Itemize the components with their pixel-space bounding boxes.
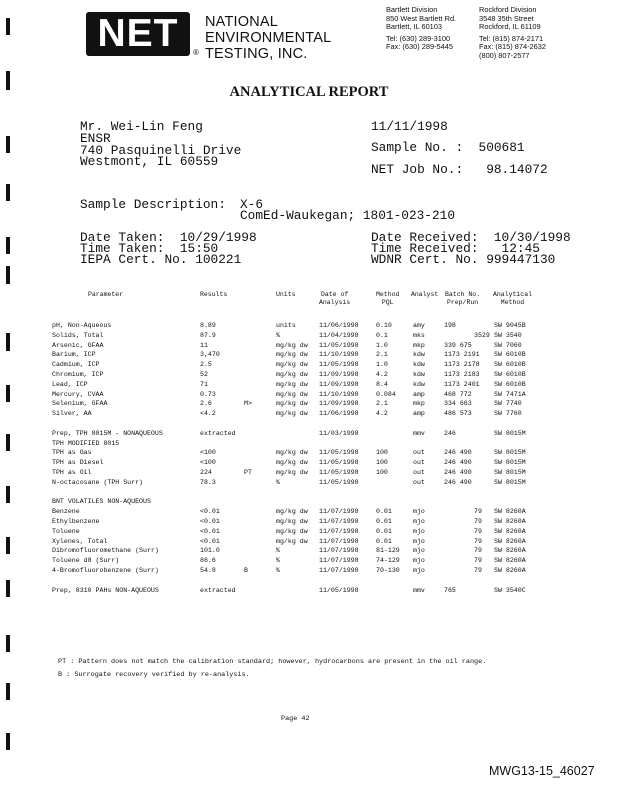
header-text: Results (200, 291, 228, 298)
cell-pql: 0.01 (376, 537, 392, 545)
cell-analytical-method: SW 9045B (494, 322, 526, 329)
cell-result: <0.01 (200, 518, 220, 525)
cell-parameter: Chromium, ICP (52, 371, 104, 378)
binder-mark (6, 580, 10, 597)
cell-analyst: kdw (413, 361, 425, 369)
cell-qualifier: PT (244, 469, 252, 476)
cell-batch-prep: 1173 2401 (444, 380, 480, 388)
cell-analytical-method: SW 8015M (494, 429, 526, 437)
cell-analysis-date: 11/07/1998 (319, 537, 359, 545)
lab-name-line-3: TESTING, INC. (205, 46, 308, 62)
cell-pql: 74-129 (376, 557, 400, 565)
cell-units: mg/kg dw (276, 518, 308, 525)
cell-units: mg/kg dw (276, 410, 308, 418)
address-line: Fax: (630) 289-5445 (386, 42, 453, 52)
col-header-units (276, 291, 296, 299)
cell-analytical-method: SW 6010B (494, 351, 526, 359)
cell-batch-prep: 765 (444, 586, 456, 594)
cell-parameter: Toluene (52, 527, 80, 535)
cell-analysis-date: 11/07/1998 (319, 508, 359, 516)
cell-units: mg/kg dw (276, 469, 308, 476)
cell-batch-run: 79 (474, 527, 482, 535)
cell-analyst: mjo (413, 547, 425, 555)
cell-pql: 0.01 (376, 518, 392, 525)
cell-parameter: Lead, ICP (52, 380, 88, 388)
cell-analyst: amp (413, 390, 425, 398)
cell-analytical-method: SW 6010B (494, 371, 526, 378)
cell-parameter: N-octacosane (TPH Surr) (52, 478, 144, 486)
cell-analytical-method: SW 8260A (494, 518, 526, 525)
cell-analysis-date: 11/07/1998 (319, 527, 359, 535)
cell-analysis-date: 11/09/1998 (319, 380, 359, 388)
cell-batch-prep: 246 (444, 429, 456, 437)
cell-result: <100 (200, 449, 216, 457)
cell-batch-prep: 198 (444, 322, 456, 329)
binder-mark (6, 635, 10, 652)
cell-units: mg/kg dw (276, 341, 308, 349)
binder-mark (6, 184, 10, 201)
binder-mark (6, 537, 10, 554)
cell-analyst: mmv (413, 586, 425, 594)
cell-units: mg/kg dw (276, 527, 308, 535)
cell-units: mg/kg dw (276, 449, 308, 457)
lab-name-line-2: ENVIRONMENTAL (205, 30, 332, 46)
cell-result: 101.0 (200, 547, 220, 555)
cell-analyst: mjo (413, 518, 425, 525)
cell-parameter: Silver, AA (52, 410, 92, 418)
cell-analysis-date: 11/05/1998 (319, 361, 359, 369)
cell-analytical-method: SW 8260A (494, 527, 526, 535)
binder-mark (6, 136, 10, 153)
footnote-pt: PT : Pattern does not match the calibration standard; however, hydrocarbons are present in the oil range. (58, 658, 487, 666)
cell-parameter: TPH as Oil (52, 469, 92, 476)
cell-analytical-method: SW 6010B (494, 361, 526, 369)
registered-mark: ® (193, 48, 199, 57)
cell-analyst: mkp (413, 400, 425, 408)
cell-pql: 4.2 (376, 410, 388, 418)
col-header-batch (445, 291, 480, 307)
cell-parameter: Cadmium, ICP (52, 361, 100, 369)
cell-analyst: mjo (413, 557, 425, 565)
sample-id: X-6 (240, 197, 264, 212)
cell-parameter: Ethylbenzene (52, 518, 100, 525)
cell-analytical-method: SW 8015M (494, 478, 526, 486)
cell-parameter: TPH as Gas (52, 449, 92, 457)
cell-units: % (276, 567, 280, 574)
cell-pql: 100 (376, 449, 388, 457)
cell-batch-run: 79 (474, 547, 482, 555)
header-text: Units (276, 291, 296, 298)
cell-analysis-date: 11/05/1998 (319, 478, 359, 486)
footnote-b: B : Surrogate recovery verified by re-analysis. (58, 671, 250, 679)
cell-result: 54.8 (200, 567, 216, 574)
cell-result: 87.9 (200, 331, 216, 339)
cell-analysis-date: 11/05/1998 (319, 469, 359, 476)
cell-pql: 1.0 (376, 361, 388, 369)
cell-analyst: mjo (413, 537, 425, 545)
cell-analyst: kdw (413, 371, 425, 378)
cell-parameter: Benzene (52, 508, 80, 516)
cell-batch-prep: 246 490 (444, 478, 472, 486)
cell-batch-run: 79 (474, 508, 482, 516)
cell-pql: 1.0 (376, 341, 388, 349)
cell-parameter: TPH MODIFIED 8015 (52, 439, 120, 447)
cell-result: <0.01 (200, 537, 220, 545)
cell-units: units (276, 322, 296, 329)
cell-analyst: amy (413, 322, 425, 329)
date-received: Date Received: 10/30/1998 (371, 230, 571, 245)
cell-parameter: Arsenic, GFAA (52, 341, 104, 349)
cell-pql: 81-129 (376, 547, 400, 555)
cell-analyst: mmv (413, 429, 425, 437)
cell-analyst: out (413, 469, 425, 476)
cell-result: extracted (200, 429, 236, 437)
cell-parameter: Toluene d8 (Surr) (52, 557, 120, 565)
cell-parameter: TPH as Diesel (52, 459, 104, 467)
col-header-parameter (88, 291, 123, 299)
cell-parameter: Dibromofluoromethane (Surr) (52, 547, 159, 555)
binder-mark (6, 266, 10, 284)
address-line: 3548 35th Street (479, 13, 534, 23)
address-line: Bartlett Division (386, 5, 438, 14)
cell-analytical-method: SW 8260A (494, 557, 526, 565)
col-header-results (200, 291, 227, 299)
cell-analytical-method: SW 8015M (494, 469, 526, 476)
cell-parameter: Solids, Total (52, 331, 104, 339)
cell-analysis-date: 11/05/1998 (319, 586, 359, 594)
address-line: 850 West Bartlett Rd. (386, 13, 457, 23)
document-id: MWG13-15_46027 (489, 764, 595, 778)
cell-qualifier: B (244, 567, 248, 574)
page-number: Page 42 (281, 715, 310, 723)
cell-analytical-method: SW 6010B (494, 380, 526, 388)
cell-result: 8.89 (200, 322, 216, 329)
cell-pql: 8.4 (376, 380, 388, 388)
cell-units: mg/kg dw (276, 459, 308, 467)
sample-description-label: Sample Description: (80, 197, 226, 212)
col-header-method (376, 291, 399, 307)
cell-analysis-date: 11/07/1998 (319, 557, 359, 565)
client-city: Westmont, IL 60559 (80, 154, 219, 169)
cell-analysis-date: 11/10/1998 (319, 351, 359, 359)
cell-analytical-method: SW 8015M (494, 459, 526, 467)
cell-analyst: kdw (413, 351, 425, 359)
binder-mark (6, 683, 10, 700)
cell-analysis-date: 11/05/1998 (319, 449, 359, 457)
address-line: (800) 807-2577 (479, 50, 530, 60)
cell-analysis-date: 11/09/1998 (319, 400, 359, 408)
header-text: Method (500, 299, 525, 306)
address-line: Tel: (630) 289-3100 (386, 33, 451, 43)
cell-analytical-method: SW 8015M (494, 449, 526, 457)
cell-pql: 0.10 (376, 322, 392, 329)
cell-result: 0.73 (200, 390, 216, 398)
date-taken: Date Taken: 10/29/1998 (80, 230, 257, 245)
lab-name-line-1: NATIONAL (205, 14, 279, 30)
report-date: 11/11/1998 (371, 119, 448, 134)
cell-batch-run: 3529 (474, 331, 490, 339)
cell-parameter: BNT VOLATILES NON-AQUEOUS (52, 498, 151, 506)
cell-pql: 0.01 (376, 508, 392, 516)
cell-analysis-date: 11/09/1998 (319, 371, 359, 378)
cell-pql: 0.1 (376, 331, 388, 339)
cell-batch-run: 79 (474, 537, 482, 545)
cell-analyst: out (413, 459, 425, 467)
report-title: ANALYTICAL REPORT (229, 84, 389, 100)
cell-parameter: Xylenes, Total (52, 537, 108, 545)
sample-description: ComEd-Waukegan; 1801-023-210 (240, 208, 456, 223)
bartlett-address (386, 6, 456, 52)
cell-batch-prep: 246 490 (444, 469, 472, 476)
cell-batch-prep: 486 573 (444, 410, 472, 418)
address-line: Rockford Division (479, 5, 537, 14)
cell-pql: 0.084 (376, 390, 396, 398)
client-street: 740 Pasquinelli Drive (80, 143, 242, 158)
cell-result: 71 (200, 380, 208, 388)
cell-batch-prep: 1173 2183 (444, 371, 480, 378)
binder-mark (6, 486, 10, 503)
col-header-analyst (411, 291, 438, 299)
cell-analytical-method: SW 7740 (494, 400, 522, 408)
cell-analyst: amp (413, 410, 425, 418)
cell-parameter: Mercury, CVAA (52, 390, 104, 398)
header-text: Analysis (319, 299, 351, 306)
address-line: Tel: (815) 874-2171 (479, 33, 544, 43)
cell-result: 224 (200, 469, 212, 476)
header-text: Analytical (493, 291, 533, 298)
header-text: Analyst (411, 291, 439, 298)
cell-units: mg/kg dw (276, 537, 308, 545)
binder-mark (6, 333, 10, 351)
cell-analysis-date: 11/04/1998 (319, 331, 359, 339)
cell-pql: 0.01 (376, 527, 392, 535)
cell-parameter: Prep, 8310 PAHs NON-AQUEOUS (52, 586, 159, 594)
cell-units: % (276, 547, 280, 555)
cell-batch-prep: 334 663 (444, 400, 472, 408)
cell-result: 11 (200, 341, 208, 349)
cell-analysis-date: 11/05/1998 (319, 341, 359, 349)
cell-analysis-date: 11/07/1998 (319, 567, 359, 574)
cell-analyst: out (413, 478, 425, 486)
cell-result: 3,470 (200, 351, 220, 359)
cell-batch-prep: 246 490 (444, 449, 472, 457)
cell-result: 52 (200, 371, 208, 378)
cell-analytical-method: SW 8260A (494, 508, 526, 516)
col-header-analytical-method (493, 291, 532, 307)
cell-analyst: mjo (413, 567, 425, 574)
address-line: Bartlett, IL 60103 (386, 22, 443, 32)
cell-result: <4.2 (200, 410, 216, 418)
header-text: Method (376, 291, 400, 298)
cell-batch-prep: 339 675 (444, 341, 472, 349)
cell-parameter: 4-Bromofluorobenzene (Surr) (52, 567, 159, 574)
cell-units: % (276, 331, 280, 339)
cell-analysis-date: 11/05/1998 (319, 459, 359, 467)
cell-batch-prep: 468 772 (444, 390, 472, 398)
cell-analysis-date: 11/03/1998 (319, 429, 359, 437)
binder-mark (6, 434, 10, 451)
cell-analyst: mjo (413, 508, 425, 516)
cell-units: mg/kg dw (276, 361, 308, 369)
cell-parameter: Barium, ICP (52, 351, 96, 359)
cell-batch-prep: 1173 2191 (444, 351, 480, 359)
cell-analyst: mkp (413, 341, 425, 349)
time-taken: Time Taken: 15:50 (80, 241, 219, 256)
client-name: Mr. Wei-Lin Feng (80, 119, 203, 134)
header-text: Batch No. (445, 291, 481, 298)
cell-analysis-date: 11/10/1998 (319, 390, 359, 398)
col-header-date (319, 291, 350, 307)
cell-result: <0.01 (200, 527, 220, 535)
cell-units: mg/kg dw (276, 400, 308, 408)
net-job-number: NET Job No.: 98.14072 (371, 162, 548, 177)
cell-pql: 4.2 (376, 371, 388, 378)
cell-result: <0.01 (200, 508, 220, 516)
cell-batch-run: 79 (474, 567, 482, 574)
cell-pql: 100 (376, 469, 388, 476)
cell-pql: 70-130 (376, 567, 400, 574)
cell-qualifier: M> (244, 400, 252, 408)
cell-batch-run: 79 (474, 557, 482, 565)
cell-analyst: out (413, 449, 425, 457)
cell-analysis-date: 11/07/1998 (319, 518, 359, 525)
cell-analytical-method: SW 7760 (494, 410, 522, 418)
cell-batch-prep: 1173 2178 (444, 361, 480, 369)
header-text: Parameter (88, 291, 124, 298)
cell-pql: 2.1 (376, 351, 388, 359)
header-text: Date of (320, 291, 349, 298)
rockford-address (479, 6, 546, 61)
address-line: Fax: (815) 874-2632 (479, 42, 546, 52)
cell-result: 86.6 (200, 557, 216, 565)
cell-units: % (276, 478, 280, 486)
header-text: Prep/Run (446, 299, 479, 306)
cell-pql: 100 (376, 459, 388, 467)
cell-analyst: mks (413, 331, 425, 339)
cell-result: 2.5 (200, 361, 212, 369)
cell-units: mg/kg dw (276, 508, 308, 516)
client-company: ENSR (80, 131, 111, 146)
cell-result: 2.6 (200, 400, 212, 408)
cell-batch-prep: 246 490 (444, 459, 472, 467)
address-line: Rockford, IL 61109 (479, 22, 541, 32)
cell-units: mg/kg dw (276, 390, 308, 398)
cell-units: % (276, 557, 280, 565)
cell-analytical-method: SW 8260A (494, 547, 526, 555)
binder-mark (6, 237, 10, 254)
sample-number: Sample No. : 500681 (371, 140, 525, 155)
binder-mark (6, 733, 10, 750)
cell-analytical-method: SW 3540 (494, 331, 522, 339)
cell-units: mg/kg dw (276, 371, 308, 378)
cell-parameter: Prep, TPH 8015M - NONAQUEOUS (52, 429, 163, 437)
cell-units: mg/kg dw (276, 351, 308, 359)
cell-analytical-method: SW 3540C (494, 586, 526, 594)
cell-result: <100 (200, 459, 216, 467)
binder-mark (6, 385, 10, 402)
cell-units: mg/kg dw (276, 380, 308, 388)
cell-analyst: kdw (413, 380, 425, 388)
cell-analysis-date: 11/06/1998 (319, 322, 359, 329)
iepa-cert: IEPA Cert. No. 100221 (80, 252, 242, 267)
logo-text: NET (97, 12, 179, 55)
cell-pql: 2.1 (376, 400, 388, 408)
cell-analytical-method: SW 7060 (494, 341, 522, 349)
cell-result: 78.3 (200, 478, 216, 486)
binder-mark (6, 18, 10, 35)
wdnr-cert: WDNR Cert. No. 999447130 (371, 252, 556, 267)
cell-parameter: Selenium, GFAA (52, 400, 108, 408)
cell-analyst: mjo (413, 527, 425, 535)
header-text: PQL (381, 299, 394, 306)
cell-analysis-date: 11/07/1998 (319, 547, 359, 555)
time-received: Time Received: 12:45 (371, 241, 540, 256)
cell-result: extracted (200, 586, 236, 594)
cell-analytical-method: SW 8260A (494, 567, 526, 574)
cell-analytical-method: SW 8260A (494, 537, 526, 545)
cell-batch-run: 79 (474, 518, 482, 525)
cell-analytical-method: SW 7471A (494, 390, 526, 398)
cell-analysis-date: 11/06/1998 (319, 410, 359, 418)
cell-parameter: pH, Non-Aqueous (52, 322, 112, 329)
